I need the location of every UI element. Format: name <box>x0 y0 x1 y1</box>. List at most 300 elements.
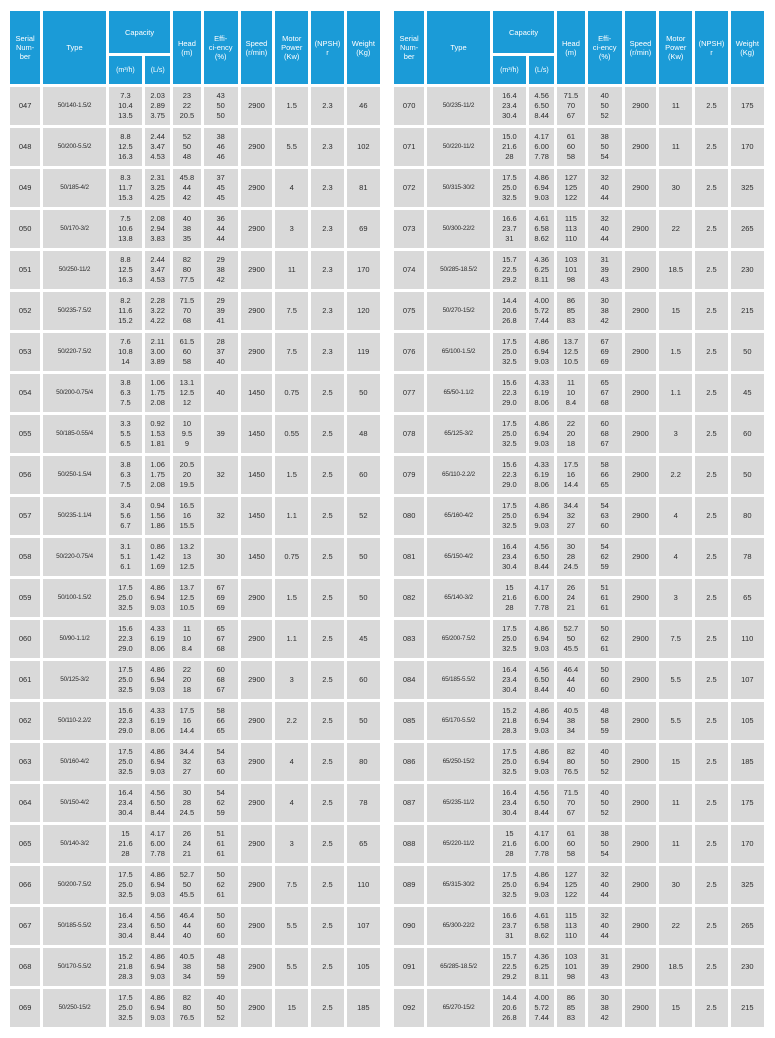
motor-power-cell: 18.5 <box>659 251 692 289</box>
capacity-ls-cell: 4.86 6.94 9.03 <box>145 743 170 781</box>
head-cell: 52.7 50 45.5 <box>173 866 200 904</box>
head-cell: 82 80 77.5 <box>173 251 200 289</box>
serial-number-cell: 049 <box>10 169 40 207</box>
speed-cell: 2900 <box>241 169 272 207</box>
serial-number-cell: 073 <box>394 210 424 248</box>
efficiency-cell: 51 61 61 <box>588 579 622 617</box>
motor-power-cell: 5.5 <box>275 907 308 945</box>
head-cell: 13.7 12.5 10.5 <box>557 333 584 371</box>
weight-cell: 110 <box>731 620 764 658</box>
speed-cell: 2900 <box>625 333 656 371</box>
efficiency-cell: 29 39 41 <box>204 292 238 330</box>
capacity-ls-cell: 4.86 6.94 9.03 <box>529 702 554 740</box>
motor-power-cell: 4 <box>275 743 308 781</box>
capacity-ls-cell: 4.36 6.25 8.11 <box>529 948 554 986</box>
serial-number-cell: 061 <box>10 661 40 699</box>
type-cell: 50/250-15/2 <box>43 989 106 1027</box>
capacity-ls-cell: 4.56 6.50 8.44 <box>529 784 554 822</box>
capacity-m3h-cell: 15.6 22.3 29.0 <box>493 374 526 412</box>
speed-cell: 2900 <box>241 87 272 125</box>
efficiency-cell: 39 <box>204 415 238 453</box>
motor-power-cell: 7.5 <box>275 292 308 330</box>
capacity-ls-cell: 4.86 6.94 9.03 <box>529 866 554 904</box>
efficiency-cell: 32 40 44 <box>588 907 622 945</box>
capacity-m3h-cell: 17.5 25.0 32.5 <box>493 866 526 904</box>
serial-number-header: Serial Num- ber <box>10 11 40 84</box>
capacity-m3h-cell: 15.7 22.5 29.2 <box>493 948 526 986</box>
weight-cell: 50 <box>347 538 380 576</box>
capacity-header: Capacity <box>109 11 171 53</box>
head-cell: 61 60 58 <box>557 825 584 863</box>
type-cell: 50/125-3/2 <box>43 661 106 699</box>
speed-cell: 2900 <box>241 743 272 781</box>
table-row <box>394 333 764 371</box>
motor-power-header: Motor Power (Kw) <box>275 11 308 84</box>
efficiency-cell: 58 66 65 <box>588 456 622 494</box>
capacity-ls-cell: 4.61 6.58 8.62 <box>529 210 554 248</box>
head-cell: 82 80 76.5 <box>557 743 584 781</box>
capacity-m3h-cell: 17.5 25.0 32.5 <box>493 333 526 371</box>
table-row <box>10 87 380 125</box>
weight-cell: 46 <box>347 87 380 125</box>
head-cell: 20.5 20 19.5 <box>173 456 200 494</box>
capacity-m3h-cell: 17.5 25.0 32.5 <box>493 169 526 207</box>
serial-number-cell: 074 <box>394 251 424 289</box>
npshr-cell: 2.5 <box>695 702 727 740</box>
efficiency-cell: 60 68 67 <box>204 661 238 699</box>
efficiency-cell: 40 50 52 <box>588 87 622 125</box>
table-body-right <box>394 87 764 1027</box>
table-row <box>10 497 380 535</box>
serial-number-cell: 055 <box>10 415 40 453</box>
capacity-ls-cell: 4.33 6.19 8.06 <box>529 374 554 412</box>
head-cell: 115 113 110 <box>557 907 584 945</box>
weight-cell: 119 <box>347 333 380 371</box>
npshr-cell: 2.5 <box>695 210 727 248</box>
weight-cell: 185 <box>347 989 380 1027</box>
capacity-m3h-cell: 8.3 11.7 15.3 <box>109 169 142 207</box>
type-cell: 50/140-3/2 <box>43 825 106 863</box>
capacity-m3h-cell: 15 21.6 28 <box>109 825 142 863</box>
capacity-ls-cell: 4.86 6.94 9.03 <box>529 497 554 535</box>
type-cell: 50/220-0.75/4 <box>43 538 106 576</box>
speed-cell: 2900 <box>625 210 656 248</box>
efficiency-cell: 40 <box>204 374 238 412</box>
head-cell: 103 101 98 <box>557 948 584 986</box>
capacity-m3h-cell: 3.4 5.6 6.7 <box>109 497 142 535</box>
type-cell: 65/200-7.5/2 <box>427 620 490 658</box>
serial-number-cell: 066 <box>10 866 40 904</box>
capacity-m3h-cell: 15.7 22.5 29.2 <box>493 251 526 289</box>
serial-number-cell: 081 <box>394 538 424 576</box>
capacity-m3h-cell: 16.6 23.7 31 <box>493 210 526 248</box>
speed-cell: 2900 <box>241 702 272 740</box>
efficiency-header: Effi- ci-ency (%) <box>204 11 238 84</box>
npshr-cell: 2.5 <box>695 620 727 658</box>
serial-number-cell: 056 <box>10 456 40 494</box>
type-cell: 50/140-1.5/2 <box>43 87 106 125</box>
type-cell: 50/220-11/2 <box>427 128 490 166</box>
efficiency-cell: 67 69 69 <box>204 579 238 617</box>
speed-cell: 2900 <box>625 907 656 945</box>
head-cell: 34.4 32 27 <box>557 497 584 535</box>
efficiency-cell: 43 50 50 <box>204 87 238 125</box>
serial-number-cell: 051 <box>10 251 40 289</box>
capacity-m3h-cell: 15.6 22.3 29.0 <box>109 620 142 658</box>
capacity-m3h-cell: 15.6 22.3 29.0 <box>109 702 142 740</box>
npshr-cell: 2.5 <box>695 948 727 986</box>
motor-power-cell: 3 <box>275 210 308 248</box>
capacity-ls-header: (L/s) <box>529 56 554 84</box>
npshr-cell: 2.5 <box>695 579 727 617</box>
serial-number-cell: 071 <box>394 128 424 166</box>
weight-cell: 107 <box>347 907 380 945</box>
table-row <box>10 825 380 863</box>
table-row <box>394 292 764 330</box>
npshr-cell: 2.5 <box>311 743 343 781</box>
type-cell: 50/220-7.5/2 <box>43 333 106 371</box>
speed-cell: 2900 <box>625 866 656 904</box>
weight-cell: 52 <box>347 497 380 535</box>
speed-cell: 2900 <box>241 661 272 699</box>
type-cell: 65/100-1.5/2 <box>427 333 490 371</box>
speed-cell: 2900 <box>625 702 656 740</box>
capacity-m3h-header: (m³/h) <box>109 56 142 84</box>
serial-number-cell: 088 <box>394 825 424 863</box>
weight-cell: 185 <box>731 743 764 781</box>
motor-power-header: Motor Power (Kw) <box>659 11 692 84</box>
serial-number-cell: 091 <box>394 948 424 986</box>
weight-cell: 105 <box>347 948 380 986</box>
efficiency-cell: 58 66 65 <box>204 702 238 740</box>
capacity-ls-cell: 2.28 3.22 4.22 <box>145 292 170 330</box>
speed-cell: 1450 <box>241 538 272 576</box>
capacity-m3h-cell: 3.3 5.5 6.5 <box>109 415 142 453</box>
capacity-header: Capacity <box>493 11 555 53</box>
weight-cell: 60 <box>347 456 380 494</box>
table-row <box>394 907 764 945</box>
efficiency-cell: 54 63 60 <box>204 743 238 781</box>
capacity-m3h-cell: 8.2 11.6 15.2 <box>109 292 142 330</box>
capacity-m3h-cell: 3.8 6.3 7.5 <box>109 374 142 412</box>
speed-cell: 1450 <box>241 415 272 453</box>
speed-cell: 2900 <box>241 579 272 617</box>
capacity-m3h-cell: 7.3 10.4 13.5 <box>109 87 142 125</box>
type-cell: 65/285-18.5/2 <box>427 948 490 986</box>
head-cell: 23 22 20.5 <box>173 87 200 125</box>
type-cell: 50/110-2.2/2 <box>43 702 106 740</box>
weight-cell: 45 <box>731 374 764 412</box>
head-cell: 13.2 13 12.5 <box>173 538 200 576</box>
capacity-m3h-cell: 15.2 21.8 28.3 <box>493 702 526 740</box>
motor-power-cell: 7.5 <box>659 620 692 658</box>
motor-power-cell: 15 <box>659 989 692 1027</box>
weight-cell: 50 <box>347 374 380 412</box>
speed-cell: 2900 <box>625 415 656 453</box>
serial-number-cell: 076 <box>394 333 424 371</box>
type-cell: 65/50-1.1/2 <box>427 374 490 412</box>
head-header: Head (m) <box>173 11 200 84</box>
weight-cell: 65 <box>731 579 764 617</box>
speed-cell: 2900 <box>625 538 656 576</box>
motor-power-cell: 18.5 <box>659 948 692 986</box>
weight-cell: 110 <box>347 866 380 904</box>
speed-cell: 2900 <box>625 456 656 494</box>
motor-power-cell: 11 <box>659 128 692 166</box>
head-cell: 52.7 50 45.5 <box>557 620 584 658</box>
efficiency-cell: 38 50 54 <box>588 128 622 166</box>
npshr-cell: 2.5 <box>311 907 343 945</box>
motor-power-cell: 3 <box>275 661 308 699</box>
npshr-cell: 2.5 <box>695 907 727 945</box>
efficiency-cell: 40 50 52 <box>204 989 238 1027</box>
capacity-m3h-cell: 15.0 21.6 28 <box>493 128 526 166</box>
serial-number-cell: 064 <box>10 784 40 822</box>
efficiency-cell: 31 39 43 <box>588 948 622 986</box>
table-row <box>10 784 380 822</box>
npshr-cell: 2.3 <box>311 87 343 125</box>
motor-power-cell: 7.5 <box>275 866 308 904</box>
head-cell: 26 24 21 <box>173 825 200 863</box>
table-row <box>394 87 764 125</box>
npshr-cell: 2.5 <box>695 661 727 699</box>
capacity-ls-cell: 4.86 6.94 9.03 <box>145 989 170 1027</box>
npshr-cell: 2.5 <box>695 989 727 1027</box>
speed-cell: 1450 <box>241 456 272 494</box>
serial-number-cell: 069 <box>10 989 40 1027</box>
speed-cell: 2900 <box>625 374 656 412</box>
head-cell: 103 101 98 <box>557 251 584 289</box>
motor-power-cell: 7.5 <box>275 333 308 371</box>
serial-number-cell: 058 <box>10 538 40 576</box>
npshr-cell: 2.5 <box>695 456 727 494</box>
npshr-cell: 2.5 <box>695 866 727 904</box>
capacity-ls-cell: 2.44 3.47 4.53 <box>145 251 170 289</box>
motor-power-cell: 11 <box>275 251 308 289</box>
weight-cell: 230 <box>731 948 764 986</box>
table-row <box>394 825 764 863</box>
speed-cell: 2900 <box>625 128 656 166</box>
type-cell: 50/170-3/2 <box>43 210 106 248</box>
type-cell: 65/300-22/2 <box>427 907 490 945</box>
motor-power-cell: 22 <box>659 210 692 248</box>
type-cell: 50/170-5.5/2 <box>43 948 106 986</box>
motor-power-cell: 30 <box>659 169 692 207</box>
serial-number-cell: 086 <box>394 743 424 781</box>
capacity-ls-cell: 4.86 6.94 9.03 <box>529 333 554 371</box>
table-row <box>10 538 380 576</box>
motor-power-cell: 3 <box>659 579 692 617</box>
speed-cell: 2900 <box>625 743 656 781</box>
npshr-cell: 2.5 <box>695 497 727 535</box>
npshr-cell: 2.5 <box>695 825 727 863</box>
table-row <box>394 620 764 658</box>
head-cell: 115 113 110 <box>557 210 584 248</box>
npshr-cell: 2.5 <box>311 374 343 412</box>
head-cell: 17.5 16 14.4 <box>557 456 584 494</box>
weight-cell: 60 <box>731 415 764 453</box>
npshr-cell: 2.3 <box>311 210 343 248</box>
type-cell: 50/235-1.1/4 <box>43 497 106 535</box>
motor-power-cell: 11 <box>659 87 692 125</box>
weight-cell: 230 <box>731 251 764 289</box>
npshr-cell: 2.5 <box>311 702 343 740</box>
table-body-left <box>10 87 380 1027</box>
efficiency-cell: 40 50 52 <box>588 784 622 822</box>
capacity-m3h-cell: 16.4 23.4 30.4 <box>493 87 526 125</box>
speed-cell: 2900 <box>241 333 272 371</box>
serial-number-cell: 059 <box>10 579 40 617</box>
npshr-cell: 2.5 <box>695 333 727 371</box>
npshr-cell: 2.5 <box>311 989 343 1027</box>
motor-power-cell: 1.5 <box>659 333 692 371</box>
npshr-cell: 2.5 <box>695 87 727 125</box>
capacity-m3h-cell: 17.5 25.0 32.5 <box>109 579 142 617</box>
speed-cell: 2900 <box>625 292 656 330</box>
efficiency-cell: 40 50 52 <box>588 743 622 781</box>
weight-cell: 65 <box>347 825 380 863</box>
head-cell: 17.5 16 14.4 <box>173 702 200 740</box>
serial-number-cell: 087 <box>394 784 424 822</box>
npshr-cell: 2.5 <box>695 784 727 822</box>
motor-power-cell: 4 <box>275 784 308 822</box>
capacity-ls-cell: 4.61 6.58 8.62 <box>529 907 554 945</box>
npshr-cell: 2.3 <box>311 169 343 207</box>
capacity-ls-cell: 4.56 6.50 8.44 <box>145 907 170 945</box>
capacity-ls-cell: 4.56 6.50 8.44 <box>529 87 554 125</box>
motor-power-cell: 22 <box>659 907 692 945</box>
capacity-ls-cell: 4.86 6.94 9.03 <box>529 415 554 453</box>
capacity-m3h-cell: 7.5 10.6 13.8 <box>109 210 142 248</box>
weight-header: Weight (Kg) <box>731 11 764 84</box>
head-cell: 10 9.5 9 <box>173 415 200 453</box>
efficiency-cell: 50 62 61 <box>204 866 238 904</box>
head-cell: 71.5 70 67 <box>557 87 584 125</box>
efficiency-cell: 37 45 45 <box>204 169 238 207</box>
serial-number-cell: 062 <box>10 702 40 740</box>
speed-cell: 2900 <box>625 825 656 863</box>
serial-number-cell: 083 <box>394 620 424 658</box>
capacity-ls-cell: 0.92 1.53 1.81 <box>145 415 170 453</box>
speed-cell: 2900 <box>241 251 272 289</box>
capacity-ls-cell: 4.17 6.00 7.78 <box>529 128 554 166</box>
type-cell: 50/235-11/2 <box>427 87 490 125</box>
npshr-cell: 2.5 <box>311 620 343 658</box>
serial-number-cell: 080 <box>394 497 424 535</box>
serial-number-cell: 050 <box>10 210 40 248</box>
capacity-m3h-cell: 17.5 25.0 32.5 <box>109 743 142 781</box>
weight-cell: 170 <box>731 825 764 863</box>
table-row <box>10 128 380 166</box>
weight-cell: 45 <box>347 620 380 658</box>
motor-power-cell: 2.2 <box>659 456 692 494</box>
serial-number-cell: 089 <box>394 866 424 904</box>
speed-cell: 2900 <box>241 620 272 658</box>
type-cell: 65/160-4/2 <box>427 497 490 535</box>
motor-power-cell: 15 <box>659 292 692 330</box>
table-row <box>394 743 764 781</box>
table-row <box>394 456 764 494</box>
type-cell: 50/315-30/2 <box>427 169 490 207</box>
head-cell: 71.5 70 67 <box>557 784 584 822</box>
serial-number-cell: 067 <box>10 907 40 945</box>
capacity-ls-cell: 4.86 6.94 9.03 <box>145 661 170 699</box>
capacity-m3h-cell: 7.6 10.8 14 <box>109 333 142 371</box>
capacity-m3h-cell: 8.8 12.5 16.3 <box>109 128 142 166</box>
npshr-cell: 2.5 <box>695 374 727 412</box>
motor-power-cell: 4 <box>275 169 308 207</box>
table-row <box>10 333 380 371</box>
capacity-m3h-cell: 3.8 6.3 7.5 <box>109 456 142 494</box>
motor-power-cell: 0.75 <box>275 374 308 412</box>
capacity-ls-cell: 4.33 6.19 8.06 <box>529 456 554 494</box>
serial-number-cell: 048 <box>10 128 40 166</box>
capacity-ls-cell: 4.17 6.00 7.78 <box>529 579 554 617</box>
serial-number-cell: 092 <box>394 989 424 1027</box>
type-cell: 65/150-4/2 <box>427 538 490 576</box>
capacity-ls-cell: 1.06 1.75 2.08 <box>145 374 170 412</box>
table-row <box>394 415 764 453</box>
capacity-ls-cell: 2.44 3.47 4.53 <box>145 128 170 166</box>
motor-power-cell: 5.5 <box>659 702 692 740</box>
weight-cell: 175 <box>731 784 764 822</box>
serial-number-cell: 075 <box>394 292 424 330</box>
type-cell: 50/185-0.55/4 <box>43 415 106 453</box>
weight-cell: 105 <box>731 702 764 740</box>
speed-cell: 2900 <box>241 866 272 904</box>
capacity-ls-cell: 4.86 6.94 9.03 <box>145 866 170 904</box>
motor-power-cell: 1.1 <box>275 620 308 658</box>
speed-cell: 2900 <box>625 989 656 1027</box>
capacity-ls-header: (L/s) <box>145 56 170 84</box>
capacity-ls-cell: 4.56 6.50 8.44 <box>529 661 554 699</box>
npshr-header: (NPSH) r <box>311 11 343 84</box>
type-header: Type <box>427 11 490 84</box>
type-cell: 50/285-18.5/2 <box>427 251 490 289</box>
efficiency-cell: 32 40 44 <box>588 169 622 207</box>
head-cell: 46.4 44 40 <box>173 907 200 945</box>
weight-cell: 50 <box>347 579 380 617</box>
head-cell: 13.7 12.5 10.5 <box>173 579 200 617</box>
speed-cell: 2900 <box>241 292 272 330</box>
capacity-m3h-cell: 17.5 25.0 32.5 <box>109 989 142 1027</box>
table-row <box>394 784 764 822</box>
speed-cell: 2900 <box>625 620 656 658</box>
efficiency-cell: 65 67 68 <box>588 374 622 412</box>
serial-number-cell: 079 <box>394 456 424 494</box>
capacity-m3h-cell: 17.5 25.0 32.5 <box>109 661 142 699</box>
motor-power-cell: 1.1 <box>659 374 692 412</box>
efficiency-cell: 36 44 44 <box>204 210 238 248</box>
capacity-ls-cell: 2.31 3.25 4.25 <box>145 169 170 207</box>
serial-number-cell: 047 <box>10 87 40 125</box>
capacity-ls-cell: 2.11 3.00 3.89 <box>145 333 170 371</box>
table-row <box>10 415 380 453</box>
head-cell: 71.5 70 68 <box>173 292 200 330</box>
type-cell: 65/140-3/2 <box>427 579 490 617</box>
capacity-m3h-cell: 8.8 12.5 16.3 <box>109 251 142 289</box>
capacity-m3h-header: (m³/h) <box>493 56 526 84</box>
speed-cell: 2900 <box>241 210 272 248</box>
npshr-cell: 2.5 <box>695 251 727 289</box>
serial-number-cell: 084 <box>394 661 424 699</box>
npshr-cell: 2.5 <box>311 579 343 617</box>
capacity-ls-cell: 4.86 6.94 9.03 <box>145 579 170 617</box>
speed-cell: 2900 <box>625 169 656 207</box>
weight-cell: 69 <box>347 210 380 248</box>
table-row <box>10 661 380 699</box>
head-cell: 30 28 24.5 <box>173 784 200 822</box>
